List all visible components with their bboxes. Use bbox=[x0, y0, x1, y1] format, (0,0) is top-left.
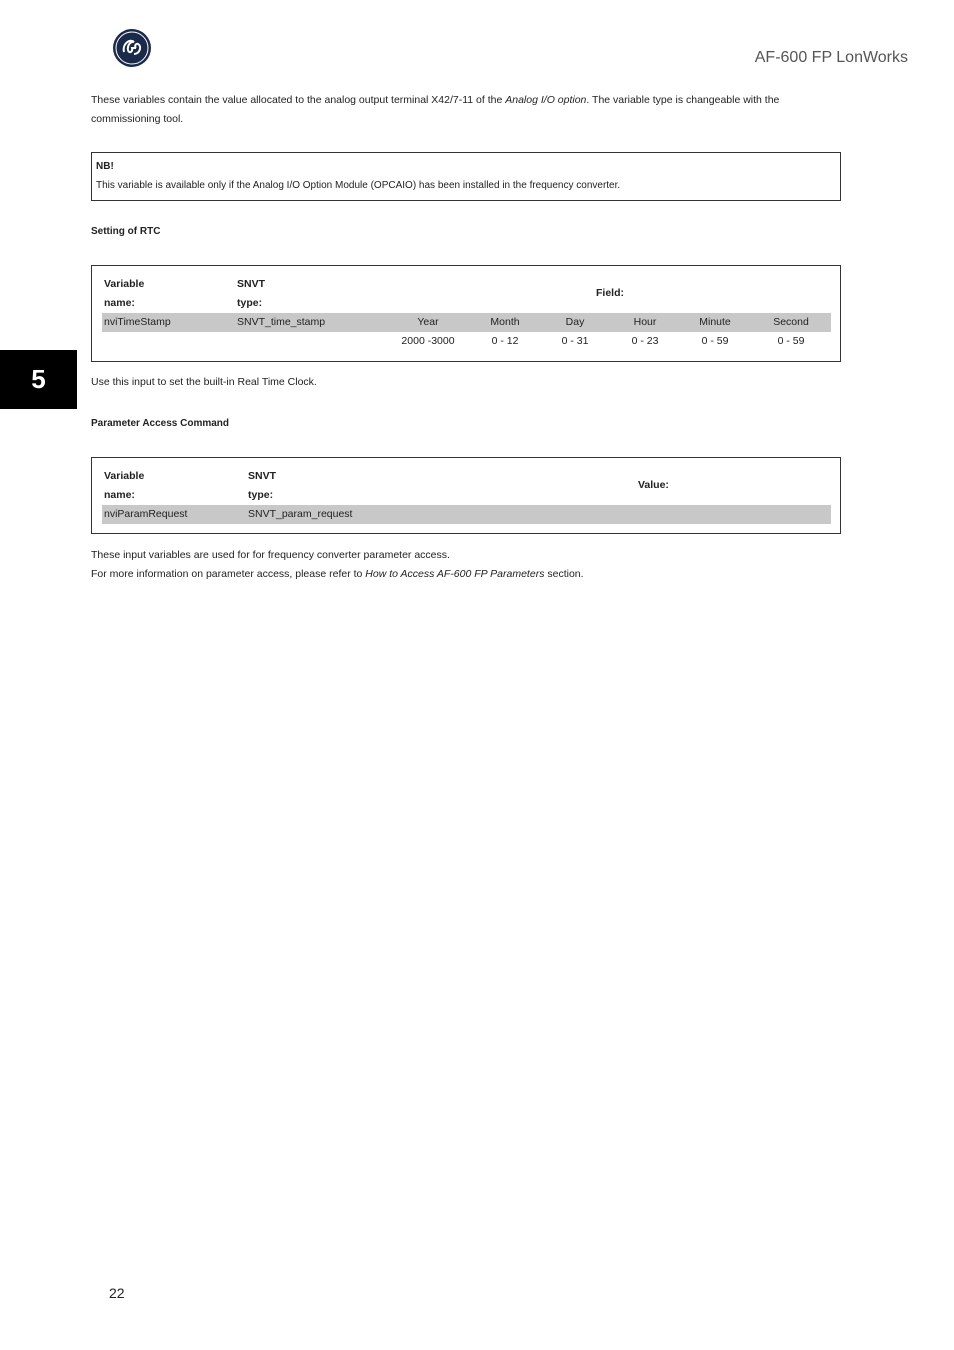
rtc-field-month: Month bbox=[490, 316, 520, 328]
rtc-range-hour: 0 - 23 bbox=[631, 335, 659, 347]
pac-caption-2: For more information on parameter access, please refer to How to Access AF-600 FP Parameters section. bbox=[91, 568, 584, 580]
pac-header-variable: Variable bbox=[104, 470, 145, 482]
rtc-snvt-type: SNVT_time_stamp bbox=[237, 316, 326, 328]
rtc-header-name: name: bbox=[104, 297, 135, 309]
pac-caption-1: These input variables are used for for frequency converter parameter access. bbox=[91, 549, 450, 561]
pac-header-name: name: bbox=[104, 489, 135, 501]
pac-variable-name: nviParamRequest bbox=[104, 508, 188, 520]
pac-snvt-type: SNVT_param_request bbox=[248, 508, 353, 520]
rtc-range-month: 0 - 12 bbox=[491, 335, 519, 347]
note-title: NB! bbox=[96, 161, 114, 172]
rtc-field-minute: Minute bbox=[699, 316, 731, 328]
rtc-field-year: Year bbox=[417, 316, 439, 328]
rtc-table bbox=[91, 265, 841, 362]
pac-heading: Parameter Access Command bbox=[91, 418, 230, 429]
chapter-tab: 5 bbox=[0, 350, 77, 409]
rtc-header-field: Field: bbox=[596, 287, 624, 299]
ge-logo-icon bbox=[112, 28, 152, 68]
note-box bbox=[91, 152, 841, 201]
rtc-range-year: 2000 -3000 bbox=[401, 335, 455, 347]
pac-header-type: type: bbox=[248, 489, 274, 501]
document-title: AF-600 FP LonWorks bbox=[754, 49, 908, 66]
rtc-range-second: 0 - 59 bbox=[777, 335, 805, 347]
note-body: This variable is available only if the Analog I/O Option Module (OPCAIO) has been installed in the frequency converter. bbox=[96, 180, 621, 191]
rtc-header-snvt: SNVT bbox=[237, 278, 266, 290]
rtc-field-second: Second bbox=[773, 316, 809, 328]
rtc-field-day: Day bbox=[565, 316, 585, 328]
pac-header-value: Value: bbox=[638, 479, 669, 491]
pac-table bbox=[91, 457, 841, 534]
pac-row-shading bbox=[102, 505, 831, 524]
rtc-variable-name: nviTimeStamp bbox=[104, 316, 171, 328]
rtc-range-minute: 0 - 59 bbox=[701, 335, 729, 347]
rtc-caption: Use this input to set the built-in Real Time Clock. bbox=[91, 376, 317, 388]
intro-paragraph: These variables contain the value allocated to the analog output terminal X42/7-11 of the Analog I/O option. The variable type is changeable with the commissioning tool. bbox=[91, 94, 780, 125]
pac-header-snvt: SNVT bbox=[248, 470, 277, 482]
page-number: 22 bbox=[109, 1285, 125, 1301]
rtc-header-variable: Variable bbox=[104, 278, 145, 290]
rtc-heading: Setting of RTC bbox=[91, 226, 161, 237]
rtc-header-type: type: bbox=[237, 297, 263, 309]
rtc-field-hour: Hour bbox=[633, 316, 657, 328]
rtc-range-day: 0 - 31 bbox=[561, 335, 589, 347]
